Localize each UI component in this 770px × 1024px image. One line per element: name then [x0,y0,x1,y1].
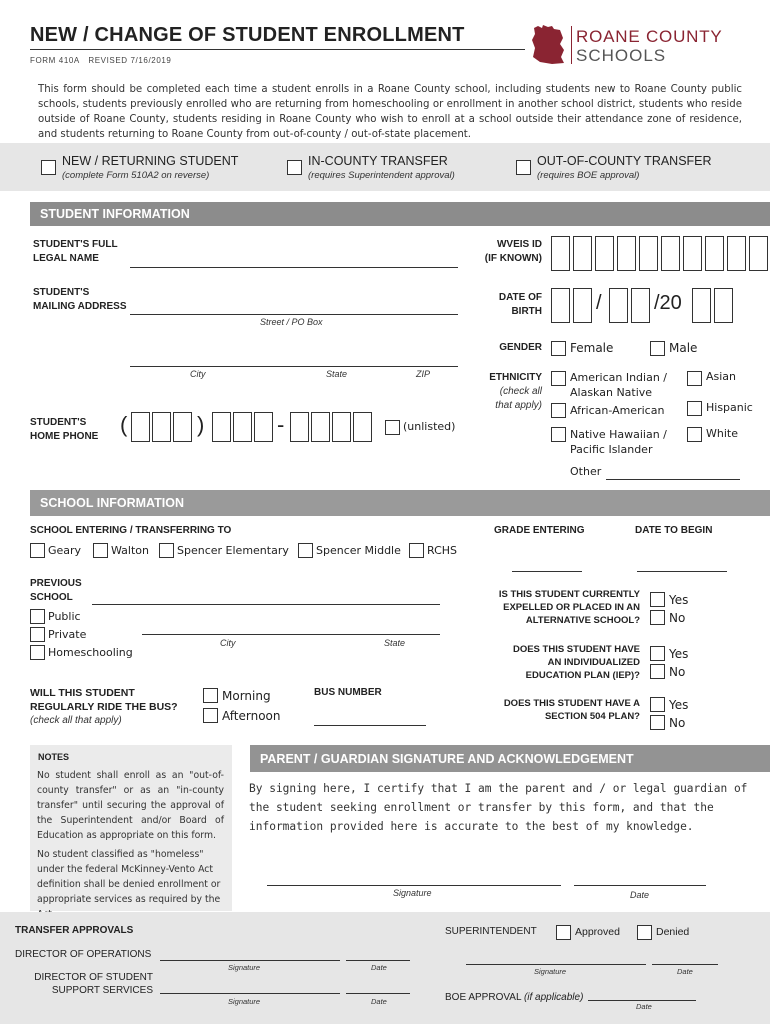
school-geary-checkbox[interactable] [30,543,45,558]
zip-caption: ZIP [416,369,431,379]
school-walton-label: Walton [111,544,149,557]
previous-homeschooling-label: Homeschooling [48,646,133,659]
dob-day-digit[interactable] [631,288,650,323]
school-rchs-label: RCHS [427,544,458,557]
phone-dash: - [277,412,285,437]
phone-digit[interactable] [152,412,171,442]
director-student-services-label [33,971,153,997]
ethnicity-note-line2: that apply) [495,400,542,411]
ethnicity-asian-checkbox[interactable] [687,371,702,386]
ethnicity-white-label: White [706,427,738,440]
in-county-note: (requires Superintendent approval) [308,170,455,181]
out-of-county-label: OUT-OF-COUNTY TRANSFER [537,154,712,168]
mailing-label-line2: MAILING ADDRESS [33,301,127,312]
phone-digit[interactable] [254,412,273,442]
iep-no-checkbox[interactable] [650,664,665,679]
boe-approval-date-caption: Date [636,1002,652,1011]
ethnicity-other-field[interactable] [606,479,740,480]
previous-school-line1: PREVIOUS [30,578,82,589]
signature-statement: By signing here, I certify that I am the parent and / or legal guardian of the student seeking enrollment or transfer by this form, and that the information provided here is accurate to the best of my knowledge. [249,782,748,833]
phone-digit[interactable] [290,412,309,442]
bus-morning-checkbox[interactable] [203,688,218,703]
s504-yes-checkbox[interactable] [650,697,665,712]
phone-label-line2: HOME PHONE [30,431,99,442]
ethnicity-american-indian-checkbox[interactable] [551,371,566,386]
phone-digit[interactable] [212,412,231,442]
home-phone-label [30,416,98,444]
city-state-zip-field[interactable] [130,366,458,367]
s504-yes-label: Yes [669,698,689,712]
iep-q-line1: DOES THIS STUDENT HAVE [512,644,640,655]
wveis-digit[interactable] [639,236,658,271]
s504-q-line2: SECTION 504 PLAN? [544,711,640,722]
native-hawaiian-line1: Native Hawaiian / [570,428,667,441]
superintendent-date-caption: Date [677,967,693,976]
director-ss-signature-field[interactable] [160,993,340,994]
boe-approval-title: BOE APPROVAL [445,992,522,1003]
ethnicity-label [470,371,542,413]
ethnicity-american-indian-label [570,370,667,400]
date-to-begin-field[interactable] [637,571,727,572]
expelled-no-label: No [669,611,686,625]
wveis-digit[interactable] [683,236,702,271]
mailing-address-label [33,286,127,314]
previous-school-field[interactable] [92,604,440,605]
dob-month-digit[interactable] [573,288,592,323]
ethnicity-label-title: ETHNICITY [489,372,542,383]
notes-paragraph-2: No student classified as "homeless" under the federal McKinney-Vento Act definition shall be denied enrollment or appropriate services as required by the [37,849,221,905]
mailing-label-line1: STUDENT'S [33,287,90,298]
street-caption: Street / PO Box [260,317,323,327]
superintendent-approved-label: Approved [575,926,620,938]
director-operations-signature-caption: Signature [228,963,261,972]
notes-heading: NOTES [38,752,70,762]
school-entering-label: SCHOOL ENTERING / TRANSFERRING TO [30,525,232,536]
previous-city-state-field[interactable] [142,634,440,635]
school-rchs-checkbox[interactable] [409,543,424,558]
native-hawaiian-line2: Pacific Islander [570,443,653,456]
director-ss-signature-caption: Signature [228,997,261,1006]
previous-public-checkbox[interactable] [30,609,45,624]
ethnicity-note-line1: (check all [499,386,542,397]
director-operations-signature-field[interactable] [160,960,340,961]
gender-male-label: Male [669,341,698,355]
previous-city-caption: City [220,638,236,648]
director-operations-date-caption: Date [371,963,387,972]
ethnicity-native-hawaiian-checkbox[interactable] [551,427,566,442]
s504-q-line1: DOES THIS STUDENT HAVE A [503,698,640,709]
expelled-yes-checkbox[interactable] [650,592,665,607]
ethnicity-white-checkbox[interactable] [687,427,702,442]
full-name-label [33,238,118,266]
previous-public-label: Public [48,610,81,623]
full-name-label-line2: LEGAL NAME [33,253,99,264]
expelled-q-line1: IS THIS STUDENT CURRENTLY [498,589,640,600]
phone-digit[interactable] [131,412,150,442]
previous-state-caption: State [384,638,406,648]
gender-male-checkbox[interactable] [650,341,665,356]
intro-paragraph: This form should be completed each time a student enrolls in a Roane County school, including students new to Roane County public schools, students previously enrolled who are returning from homeschooling or enrollment in another school district, students who reside outside of Roane County, students residing in Roane County who wish to enroll at a school outside their attendance zone of residence, and students returning to Roane County from out-of-county / out-of-state placement. [38,84,742,140]
iep-question [470,643,640,682]
section-504-question [470,697,640,723]
expelled-question [470,588,640,627]
phone-digit[interactable] [311,412,330,442]
bus-afternoon-checkbox[interactable] [203,708,218,723]
phone-label-line1: STUDENT'S [30,417,87,428]
title-rule [30,49,525,50]
director-ss-line1: DIRECTOR OF STUDENT [34,972,153,983]
director-operations-label: DIRECTOR OF OPERATIONS [15,949,152,960]
superintendent-signature-caption: Signature [534,967,567,976]
transfer-approvals-heading: TRANSFER APPROVALS [15,925,134,936]
logo-divider [571,26,572,64]
previous-school-line2: SCHOOL [30,592,73,603]
dob-day-digit[interactable] [609,288,628,323]
school-info-heading: SCHOOL INFORMATION [30,490,770,516]
director-ss-date-caption: Date [371,997,387,1006]
american-indian-line1: American Indian / [570,371,668,384]
boe-approval-label [445,992,583,1003]
school-geary-label: Geary [48,544,82,557]
new-returning-checkbox[interactable] [41,160,56,175]
dob-year-digit[interactable] [714,288,733,323]
iep-yes-label: Yes [669,647,689,661]
wveis-digit[interactable] [705,236,724,271]
logo-text-line1: ROANE COUNTY [576,27,723,46]
dob-year-digit[interactable] [692,288,711,323]
previous-private-label: Private [48,628,87,641]
phone-paren-open: ( [120,412,128,437]
form-title: NEW / CHANGE OF STUDENT ENROLLMENT [30,24,465,46]
unlisted-label: (unlisted) [403,420,456,433]
previous-homeschooling-checkbox[interactable] [30,645,45,660]
american-indian-line2: Alaskan Native [570,386,653,399]
logo-county-icon [530,24,566,66]
bus-afternoon-label: Afternoon [222,709,281,723]
wveis-digit[interactable] [661,236,680,271]
school-spencer-elementary-label: Spencer Elementary [177,544,289,557]
school-spencer-middle-label: Spencer Middle [316,544,401,557]
director-operations-date-field[interactable] [346,960,410,961]
state-caption: State [326,369,348,379]
iep-yes-checkbox[interactable] [650,646,665,661]
parent-signature-caption: Signature [393,888,432,898]
school-spencer-middle-checkbox[interactable] [298,543,313,558]
full-name-field[interactable] [130,267,458,268]
iep-no-label: No [669,665,686,679]
bus-q-line2: REGULARLY RIDE THE BUS? [30,701,178,713]
wveis-digit[interactable] [595,236,614,271]
expelled-no-checkbox[interactable] [650,610,665,625]
expelled-q-line3: ALTERNATIVE SCHOOL? [525,615,640,626]
grade-entering-label: GRADE ENTERING [494,525,585,536]
bus-note: (check all that apply) [30,715,122,726]
new-returning-label: NEW / RETURNING STUDENT [62,154,239,168]
superintendent-approved-checkbox[interactable] [556,925,571,940]
superintendent-date-field[interactable] [652,964,718,965]
boe-approval-field[interactable] [588,1000,696,1001]
bus-number-field[interactable] [314,725,426,726]
dob-label-line2: BIRTH [511,306,542,317]
s504-no-label: No [669,716,686,730]
gender-female-label: Female [570,341,614,355]
director-ss-date-field[interactable] [346,993,410,994]
expelled-q-line2: EXPELLED OR PLACED IN AN [503,602,640,613]
dob-month-digit[interactable] [551,288,570,323]
wveis-digit[interactable] [617,236,636,271]
wveis-digit[interactable] [573,236,592,271]
phone-digit[interactable] [233,412,252,442]
superintendent-denied-label: Denied [656,926,690,938]
ethnicity-hispanic-label: Hispanic [706,401,753,414]
dob-separator: / [596,292,602,314]
dob-label [470,291,542,319]
form-id: FORM 410A [30,56,80,65]
signature-heading: PARENT / GUARDIAN SIGNATURE AND ACKNOWLEDGEMENT [250,745,770,772]
school-walton-checkbox[interactable] [93,543,108,558]
dob-label-line1: DATE OF [498,292,542,303]
director-ss-line2: SUPPORT SERVICES [51,985,153,996]
phone-digit[interactable] [353,412,372,442]
city-caption: City [190,369,206,379]
boe-approval-note: (if applicable) [523,992,584,1003]
ethnicity-other-label: Other [570,465,602,478]
wveis-label-line1: WVEIS ID [496,239,542,250]
previous-school-label [30,577,82,605]
date-to-begin-label: DATE TO BEGIN [635,525,713,536]
out-of-county-checkbox[interactable] [516,160,531,175]
bus-question [30,686,178,714]
wveis-label [470,238,542,266]
full-name-label-line1: STUDENT'S FULL [33,239,118,250]
bus-number-label: BUS NUMBER [314,687,382,698]
superintendent-signature-field[interactable] [466,964,646,965]
iep-q-line3: EDUCATION PLAN (IEP)? [525,670,640,681]
s504-no-checkbox[interactable] [650,715,665,730]
parent-signature-field[interactable] [267,885,561,886]
bus-morning-label: Morning [222,689,271,703]
wveis-digit[interactable] [749,236,768,271]
out-of-county-note: (requires BOE approval) [537,170,640,181]
unlisted-checkbox[interactable] [385,420,400,435]
school-spencer-elementary-checkbox[interactable] [159,543,174,558]
phone-digit[interactable] [173,412,192,442]
superintendent-denied-checkbox[interactable] [637,925,652,940]
iep-q-line2: AN INDIVIDUALIZED [547,657,640,668]
phone-digit[interactable] [332,412,351,442]
ethnicity-hispanic-checkbox[interactable] [687,401,702,416]
ethnicity-african-american-label: African-American [570,404,665,417]
expelled-yes-label: Yes [669,593,689,607]
wveis-digit[interactable] [727,236,746,271]
logo-text-line2: SCHOOLS [576,46,667,65]
new-returning-note: (complete Form 510A2 on reverse) [62,170,210,181]
in-county-checkbox[interactable] [287,160,302,175]
gender-label: GENDER [499,342,542,353]
previous-private-checkbox[interactable] [30,627,45,642]
grade-entering-field[interactable] [512,571,582,572]
student-info-heading: STUDENT INFORMATION [30,202,770,226]
superintendent-label: SUPERINTENDENT [445,926,537,937]
in-county-label: IN-COUNTY TRANSFER [308,154,448,168]
bus-q-line1: WILL THIS STUDENT [30,687,135,699]
ethnicity-native-hawaiian-label [570,427,667,457]
street-field[interactable] [130,314,458,315]
wveis-digit[interactable] [551,236,570,271]
gender-female-checkbox[interactable] [551,341,566,356]
wveis-label-line2: (IF KNOWN) [484,253,542,264]
phone-paren-close: ) [197,412,205,437]
parent-date-field[interactable] [574,885,706,886]
parent-date-caption: Date [630,890,650,900]
ethnicity-african-american-checkbox[interactable] [551,403,566,418]
notes-paragraph-1: No student shall enroll as an "out-of-county transfer" or as an "in-county transfer" until securing the approval of the Superintendent and/or Board of Education as appropriate on this form. [37,770,224,841]
dob-year-prefix: /20 [654,292,682,314]
form-id-row [30,56,171,65]
ethnicity-asian-label: Asian [706,370,737,383]
form-revised: REVISED 7/16/2019 [88,56,172,65]
